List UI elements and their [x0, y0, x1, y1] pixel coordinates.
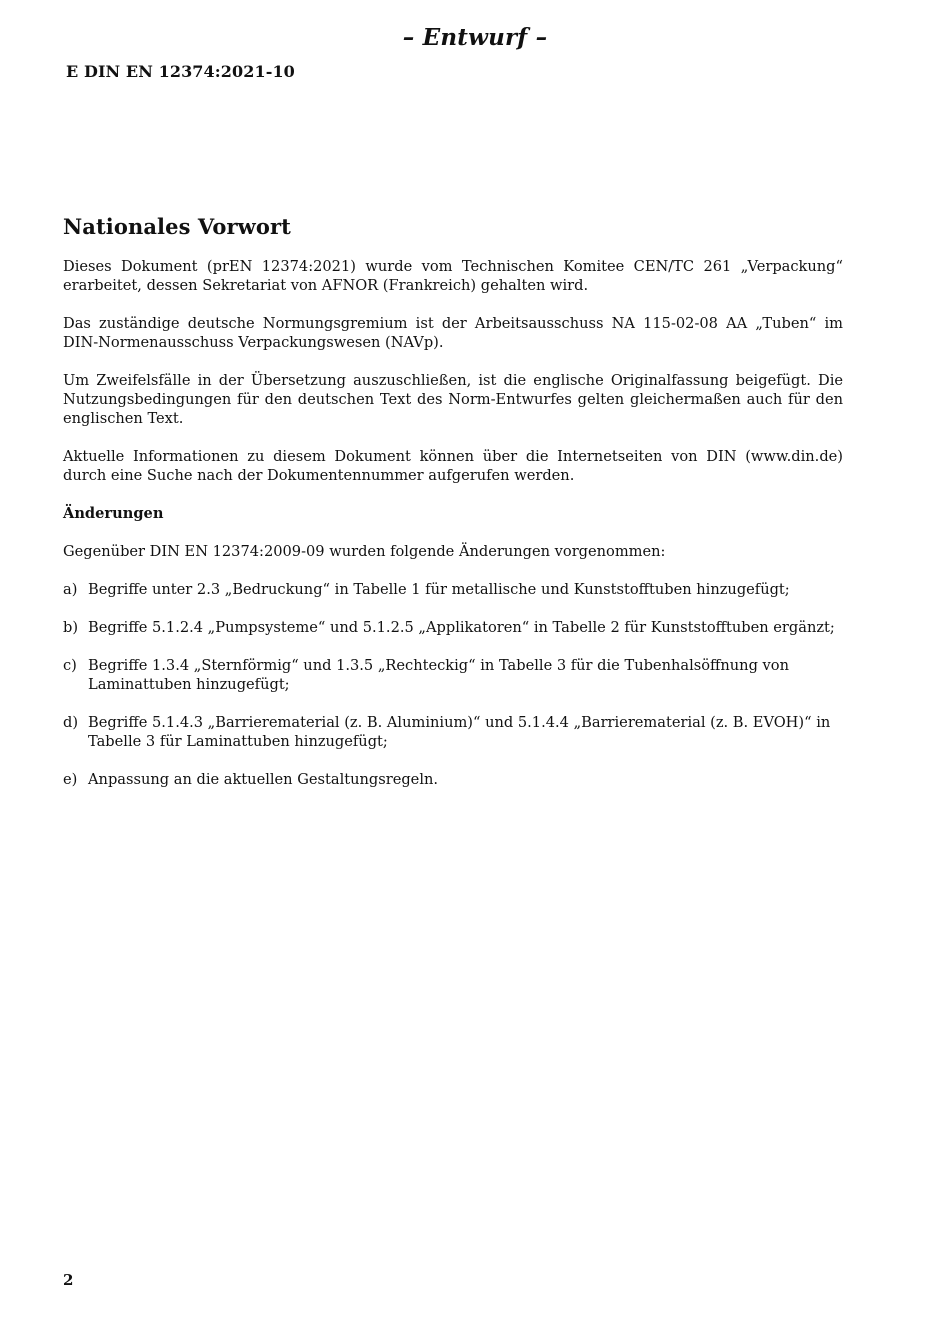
list-item [63, 770, 843, 789]
changes-intro: Gegenüber DIN EN 12374:2009-09 wurden folgende Änderungen vorgenommen: [63, 543, 666, 560]
paragraph: Das zuständige deutsche Normungsgremium ist der Arbeitsausschuss NA 115-02-08 AA „Tuben“ im DIN-Normenausschuss Verpackungswesen (NAVp). [63, 315, 843, 351]
page-number: 2 [63, 1271, 74, 1289]
list-item-text: Begriffe 1.3.4 „Sternförmig“ und 1.3.5 „Rechteckig“ in Tabelle 3 für die Tubenhalsöffnung von Laminattuben hinzugefügt; [88, 657, 789, 693]
paragraph: Dieses Dokument (prEN 12374:2021) wurde vom Technischen Komitee CEN/TC 261 „Verpackung“ erarbeitet, dessen Sekretariat von AFNOR (Frankreich) gehalten wird. [63, 258, 843, 294]
list-item-text: Begriffe unter 2.3 „Bedruckung“ in Tabelle 1 für metallische und Kunststofftuben hinzugefügt; [88, 581, 790, 598]
list-item [63, 618, 843, 637]
changes-list [63, 580, 843, 789]
paragraph: Aktuelle Informationen zu diesem Dokument können über die Internetseiten von DIN (www.din.de) durch eine Suche nach der Dokumentennummer aufgerufen werden. [63, 448, 843, 484]
changes-heading: Änderungen [63, 505, 164, 522]
document-id: E DIN EN 12374:2021-10 [66, 62, 295, 81]
list-item-text: Begriffe 5.1.2.4 „Pumpsysteme“ und 5.1.2.5 „Applikatoren“ in Tabelle 2 für Kunststofftuben ergänzt; [88, 619, 835, 636]
list-item-text: Begriffe 5.1.4.3 „Barrierematerial (z. B. Aluminium)“ und 5.1.4.4 „Barrierematerial (z. B. EVOH)“ in Tabelle 3 für Laminattuben hinzugefügt; [88, 714, 831, 750]
list-item [63, 713, 843, 751]
list-item-text: Anpassung an die aktuellen Gestaltungsregeln. [88, 771, 439, 788]
list-item [63, 580, 843, 599]
section-title: Nationales Vorwort [63, 214, 291, 239]
list-item [63, 656, 843, 694]
list-marker: c) [63, 657, 77, 674]
foreword-section [63, 214, 843, 808]
list-marker: b) [63, 619, 79, 636]
list-marker: e) [63, 771, 78, 788]
draft-banner: – Entwurf – [402, 24, 548, 51]
list-marker: d) [63, 714, 79, 731]
paragraph: Um Zweifelsfälle in der Übersetzung auszuschließen, ist die englische Originalfassung beigefügt. Die Nutzungsbedingungen für den deutschen Text des Norm-Entwurfes gelten gleichermaßen auch für den englischen Text. [63, 372, 843, 427]
list-marker: a) [63, 581, 78, 598]
